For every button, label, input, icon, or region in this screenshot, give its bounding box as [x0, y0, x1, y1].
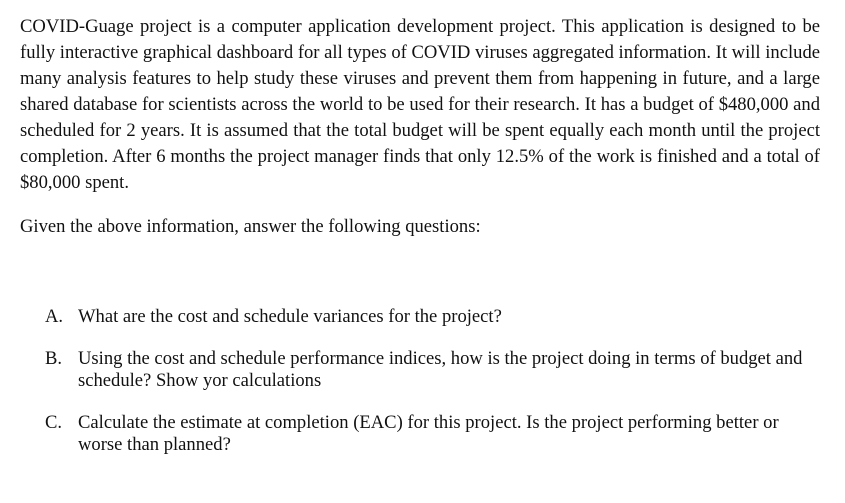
question-text: Using the cost and schedule performance indices, how is the project doing in terms of budget and schedule? Show yor calculations [78, 348, 803, 391]
question-text: Calculate the estimate at completion (EAC) for this project. Is the project performing better or worse than planned? [78, 412, 779, 455]
problem-paragraph: COVID-Guage project is a computer application development project. This application is designed to be fully interactive graphical dashboard for all types of COVID viruses aggregated information. It will include many analysis features to help study these viruses and prevent them from happening in future, and a large shared database for scientists across the world to be used for their research. It has a budget of $480,000 and scheduled for 2 years. It is assumed that the total budget will be spent equally each month until the project completion. After 6 months the project manager finds that only 12.5% of the work is finished and a total of $80,000 spent. [20, 16, 820, 193]
question-letter: B. [45, 348, 63, 369]
question-text: What are the cost and schedule variances for the project? [78, 306, 502, 327]
question-a [45, 306, 805, 328]
question-b [45, 348, 805, 392]
question-list [45, 306, 805, 476]
question-letter: A. [45, 306, 64, 327]
question-c [45, 412, 805, 456]
question-letter: C. [45, 412, 63, 433]
instructions-line: Given the above information, answer the following questions: [20, 216, 481, 237]
document-body [20, 14, 820, 240]
